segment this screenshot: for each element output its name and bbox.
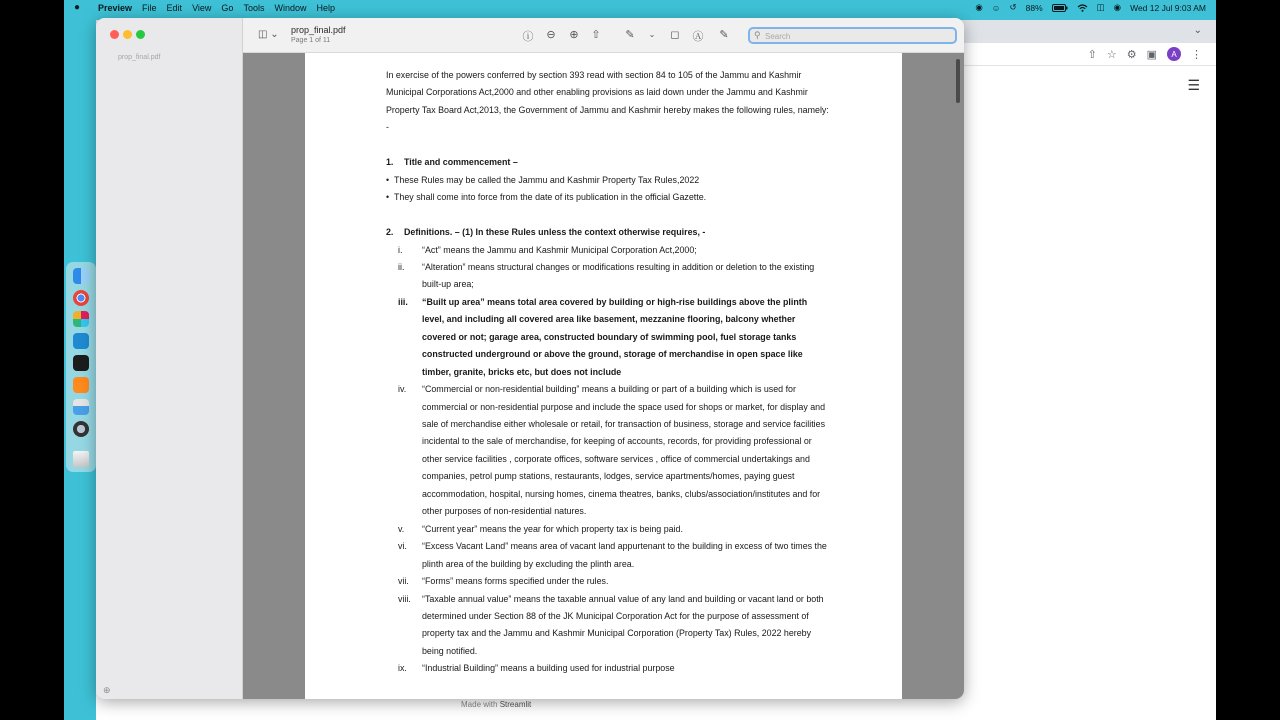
control-center-icon[interactable]: ◫: [1096, 2, 1105, 12]
trash-icon[interactable]: [73, 451, 89, 467]
document-canvas[interactable]: [243, 53, 964, 699]
preview-app-icon[interactable]: [73, 399, 89, 415]
section-number: 2.: [386, 227, 394, 238]
vertical-scrollbar[interactable]: [956, 59, 960, 103]
definition-text: “Taxable annual value” means the taxable annual value of any land and building or vacant land or both determined under Section 88 of the JK Municipal Corporation Act for the purpose of assessment of property tax and the Jammu and Kashmir Municipal Corporation (Property Tax) Rules, 2022 hereby being notified.: [422, 593, 824, 656]
definition-number: ix.: [398, 663, 407, 674]
page-indicator: Page 1 of 11: [291, 37, 331, 44]
record-icon[interactable]: ◉: [975, 2, 983, 12]
hamburger-menu-icon[interactable]: ☰: [1187, 77, 1200, 93]
browser-menu-icon[interactable]: ⋮: [1191, 48, 1202, 61]
time-machine-icon[interactable]: ↺: [1009, 2, 1017, 12]
document-title[interactable]: prop_final.pdf: [291, 25, 346, 35]
annotate-icon[interactable]: Ⓐ: [692, 31, 704, 43]
section-title: Title and commencement –: [404, 157, 518, 168]
definition-number: ii.: [398, 261, 405, 272]
markup-dropdown-icon[interactable]: ⌄: [648, 30, 656, 39]
definition-text: “Alteration” means structural changes or modifications resulting in addition or deletion to the existing built-up area;: [422, 261, 815, 290]
sidebar-toggle-icon[interactable]: ◫ ⌄: [258, 29, 279, 40]
streamlit-footer[interactable]: [461, 700, 531, 709]
section-heading-title: [386, 154, 831, 171]
section-heading-definitions: [386, 224, 831, 241]
definition-item: [386, 242, 831, 259]
menu-help[interactable]: Help: [316, 2, 335, 13]
definition-text: “Act” means the Jammu and Kashmir Municipal Corporation Act,2000;: [422, 244, 697, 255]
vscode-icon[interactable]: [73, 333, 89, 349]
bullet-text: These Rules may be called the Jammu and Kashmir Property Tax Rules,2022: [394, 174, 700, 185]
minimize-button[interactable]: [123, 30, 132, 39]
apple-menu-icon[interactable]: ●: [74, 2, 81, 13]
search-input[interactable]: [765, 30, 950, 42]
definition-text: “Built up area” means total area covered by building or high-rise buildings above the plinth level, and including all covered area like basement, mezzanine flooring, balcony whether covered or not; garage area, constructed boundary of swimming pool, fuel storage tanks constructed underground or above the ground, storage of merchandise in open space like timber, granite, bricks etc, but does not include: [422, 296, 808, 377]
preview-toolbar: [243, 18, 964, 53]
menu-view[interactable]: View: [192, 2, 212, 13]
list-item: • These Rules may be called the Jammu and Kashmir Property Tax Rules,2022: [386, 172, 831, 189]
footer-prefix: Made with: [461, 700, 498, 709]
definition-text: “Industrial Building” means a building used for industrial purpose: [422, 663, 675, 674]
menu-app-name[interactable]: Preview: [98, 2, 133, 13]
share-document-icon[interactable]: ⇧: [591, 29, 601, 41]
info-icon[interactable]: ⓘ: [522, 31, 534, 43]
menubar-clock[interactable]: Wed 12 Jul 9:03 AM: [1130, 2, 1206, 13]
definition-number: viii.: [398, 593, 411, 604]
zoom-in-icon[interactable]: ⊕: [569, 29, 579, 41]
quicktime-icon[interactable]: [73, 421, 89, 437]
siri-icon[interactable]: ◉: [1113, 2, 1122, 12]
finder-icon[interactable]: [73, 268, 89, 284]
dock: [66, 262, 96, 472]
intro-paragraph: In exercise of the powers conferred by section 393 read with section 84 to 105 of the Jammu and Kashmir Municipal Corporations Act,2000 and other enabling provisions as laid down under the Jammu and Kashmir Property Tax Board Act,2013, the Government of Jammu and Kashmir hereby makes the following rules, namely: -: [386, 70, 829, 133]
preview-window: [96, 18, 964, 699]
markup-pen-icon[interactable]: ✎: [625, 29, 635, 41]
list-item: • They shall come into force from the date of its publication in the official Gazette.: [386, 189, 831, 206]
definition-item: [386, 381, 831, 521]
form-fill-icon[interactable]: ✎: [719, 29, 729, 41]
pdf-page[interactable]: [305, 53, 902, 699]
definition-text: “Commercial or non-residential building” means a building or part of a building which is used for commercial or non-residential purpose and include the space used for shops or market, for display and sale of merchandise either wholesale or retail, for transaction of business, storage and service facilities incidental to the sale of merchandise, for keeping of accounts, records, for providing professional or other service facilities , corporate offices, software services , office of commercial undertakings and companies, petrol pump stations, restaurants, lodges, service apartments/homes, paying guest accommodation, hospital, nursing homes, cinema theatres, banks, clubs/association/institutes and for other purposes of non-residential natures.: [422, 384, 826, 517]
bookmark-star-icon[interactable]: ☆: [1106, 48, 1117, 61]
add-page-icon[interactable]: ⊕: [103, 685, 111, 695]
search-icon: ⚲: [754, 30, 761, 40]
share-icon[interactable]: ⇧: [1087, 48, 1097, 61]
definition-number: vi.: [398, 541, 407, 552]
page-content: [386, 67, 831, 678]
slack-icon[interactable]: [73, 311, 89, 327]
menu-bar: [64, 0, 1216, 15]
definition-item: [386, 660, 831, 677]
section-number: 1.: [386, 157, 394, 168]
chrome-icon[interactable]: [73, 290, 89, 306]
sidebar-thumbnail-label[interactable]: prop_final.pdf: [118, 54, 161, 61]
battery-icon[interactable]: [1052, 4, 1068, 12]
definition-number: iv.: [398, 384, 407, 395]
definition-item: [386, 591, 831, 661]
menu-window[interactable]: Window: [274, 2, 307, 13]
profile-avatar[interactable]: A: [1167, 47, 1181, 61]
sublime-icon[interactable]: [73, 377, 89, 393]
zoom-out-icon[interactable]: ⊖: [546, 29, 556, 41]
zoom-button[interactable]: [136, 30, 145, 39]
definition-text: “Excess Vacant Land” means area of vacant land appurtenant to the building in excess of two times the plinth area of the building by excluding the plinth area.: [422, 541, 827, 569]
definition-item: [386, 538, 831, 573]
menu-edit[interactable]: Edit: [166, 2, 183, 13]
battery-percent: 88%: [1025, 2, 1043, 13]
wifi-icon[interactable]: [1077, 4, 1088, 12]
definition-text: “Current year” means the year for which property tax is being paid.: [422, 523, 683, 534]
definition-item: [386, 521, 831, 538]
menu-file[interactable]: File: [142, 2, 157, 13]
side-panel-icon[interactable]: ▣: [1146, 48, 1157, 61]
search-field[interactable]: [748, 27, 957, 44]
definition-item: [386, 259, 831, 294]
terminal-icon[interactable]: [73, 355, 89, 371]
close-button[interactable]: [110, 30, 119, 39]
extensions-icon[interactable]: ⚙: [1126, 48, 1137, 61]
menu-go[interactable]: Go: [221, 2, 234, 13]
footer-brand[interactable]: Streamlit: [499, 700, 532, 709]
definition-number: vii.: [398, 576, 409, 587]
browser-toolbar-icons: [1088, 47, 1202, 61]
definition-number: iii.: [398, 296, 408, 307]
thumbnail-sidebar: [96, 18, 243, 699]
section-title: Definitions. – (1) In these Rules unless the context otherwise requires, -: [404, 227, 706, 238]
menu-tools[interactable]: Tools: [243, 2, 265, 13]
bullet-text: They shall come into force from the date of its publication in the official Gazette.: [394, 192, 707, 203]
status-area: [975, 0, 1206, 15]
desktop: [64, 0, 1216, 720]
definition-item: [386, 573, 831, 590]
accessibility-icon[interactable]: ☺: [991, 2, 1001, 13]
rotate-icon[interactable]: ◻: [670, 29, 680, 41]
definition-item: [386, 294, 831, 381]
definition-text: “Forms” means forms specified under the rules.: [422, 576, 609, 587]
definition-number: i.: [398, 244, 403, 255]
tab-search-chevron-icon[interactable]: ⌄: [1193, 25, 1202, 36]
definition-number: v.: [398, 523, 405, 534]
